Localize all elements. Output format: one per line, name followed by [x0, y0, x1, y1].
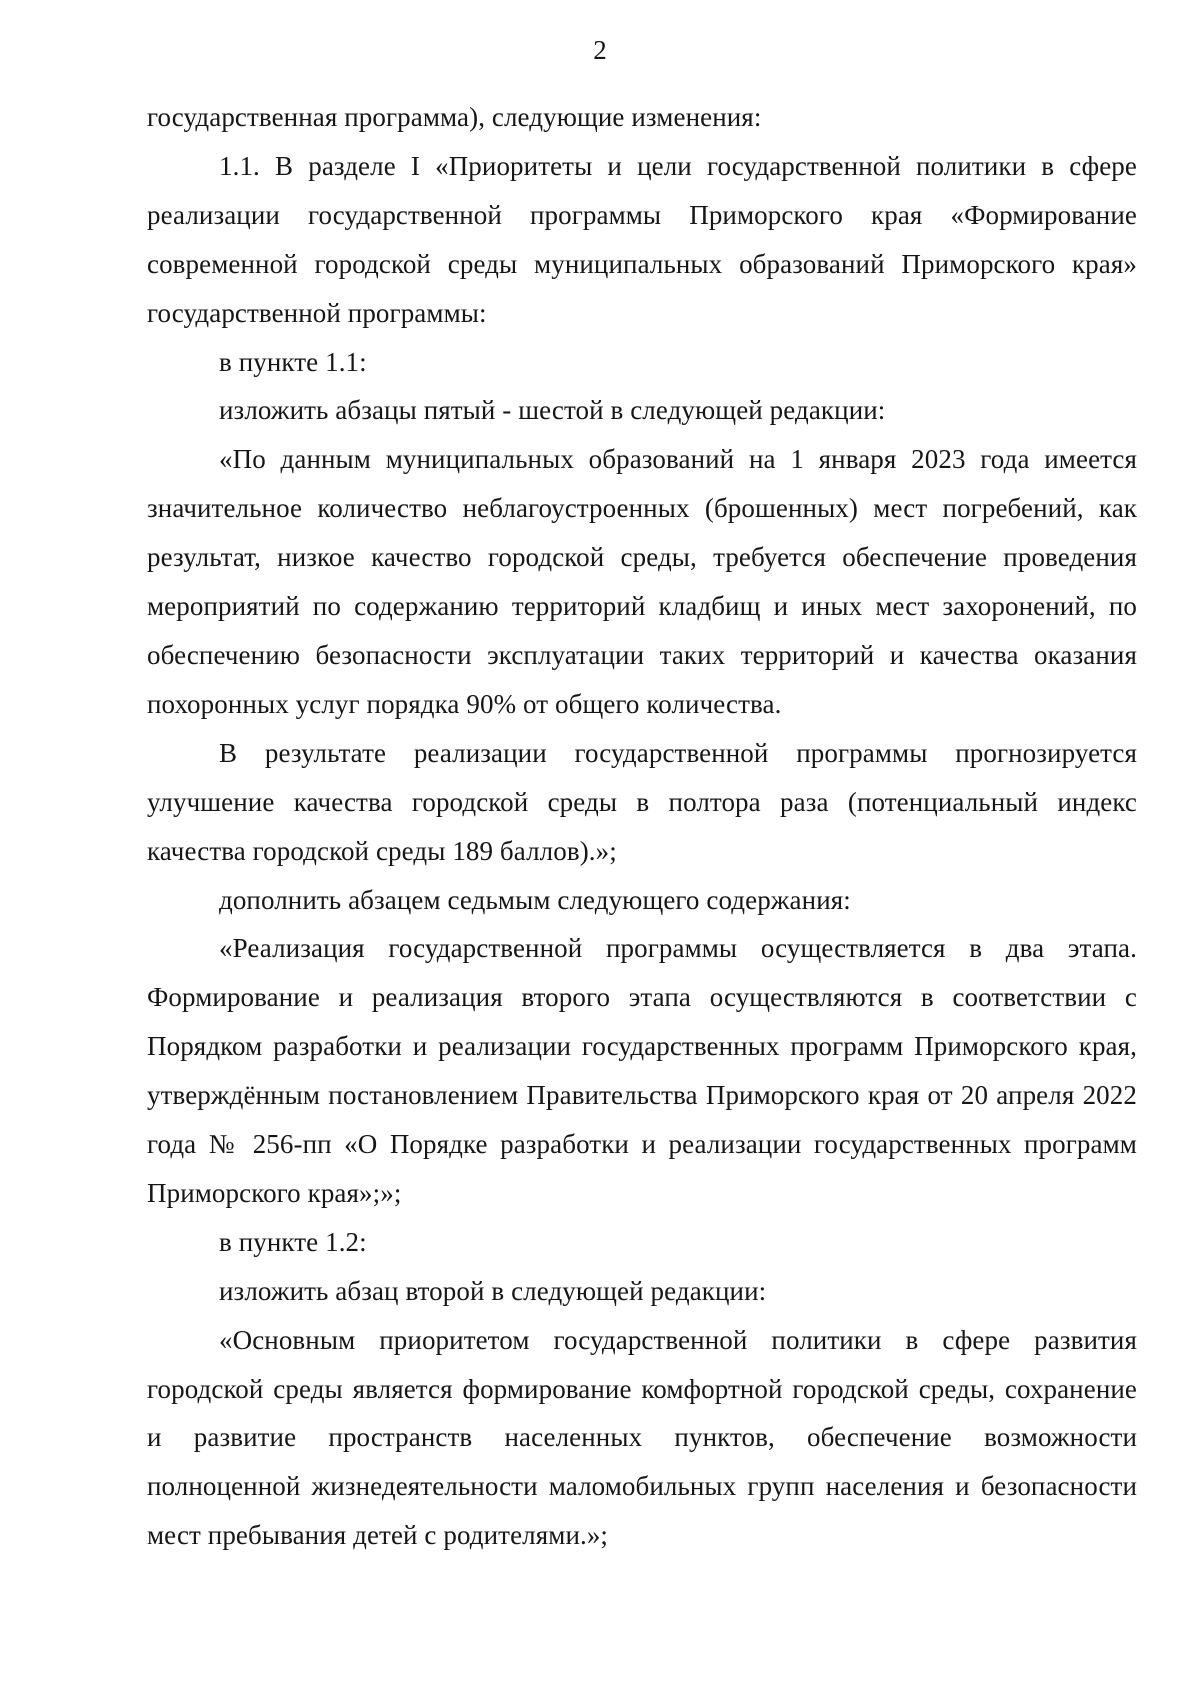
paragraph-intro: государственная программа), следующие изменения:	[147, 102, 762, 132]
paragraph-quote-priority: «Основным приоритетом государственной политики в сфере развития городской среды является формирование комфортной городской среды, сохранение и развитие пространств населенных пунктов, обеспечение возможности полноценной жизнедеятельности маломобильных групп населения и безопасности мест пребывания детей с родителями.»;	[147, 1324, 1137, 1551]
paragraph-quote-implementation-stages: «Реализация государственной программы осуществляется в два этапа. Формирование и реализация второго этапа осуществляются в соответствии с Порядком разработки и реализации государственных программ Приморского края, утверждённым постановлением Правительства Приморского края от 20 апреля 2022 года № 256-пп «О Порядке разработки и реализации государственных программ Приморского края»;»;	[147, 933, 1137, 1208]
paragraph-amend-second: изложить абзац второй в следующей редакции:	[219, 1275, 767, 1306]
paragraph-quote-forecast: В результате реализации государственной программы прогнозируется улучшение качества городской среды в полтора раза (потенциальный индекс качества городской среды 189 баллов).»;	[147, 737, 1137, 866]
paragraph-point-1-1: в пункте 1.1:	[219, 346, 367, 377]
paragraph-point-1-2: в пункте 1.2:	[219, 1226, 367, 1257]
paragraph-amend-5-6: изложить абзацы пятый - шестой в следующей редакции:	[219, 395, 886, 426]
paragraph-section-1-1: 1.1. В разделе I «Приоритеты и цели государственной политики в сфере реализации государственной программы Приморского края «Формирование современной городской среды муниципальных образований Приморского края» государственной программы:	[147, 150, 1137, 328]
paragraph-add-seventh: дополнить абзацем седьмым следующего содержания:	[219, 884, 851, 915]
document-body	[147, 93, 1137, 1560]
page-number: 2	[593, 35, 607, 65]
paragraph-quote-municipal-data: «По данным муниципальных образований на 1 января 2023 года имеется значительное количество неблагоустроенных (брошенных) мест погребений, как результат, низкое качество городской среды, требуется обеспечение проведения мероприятий по содержанию территорий кладбищ и иных мест захоронений, по обеспечению безопасности эксплуатации таких территорий и качества оказания похоронных услуг порядка 90% от общего количества.	[147, 444, 1137, 719]
